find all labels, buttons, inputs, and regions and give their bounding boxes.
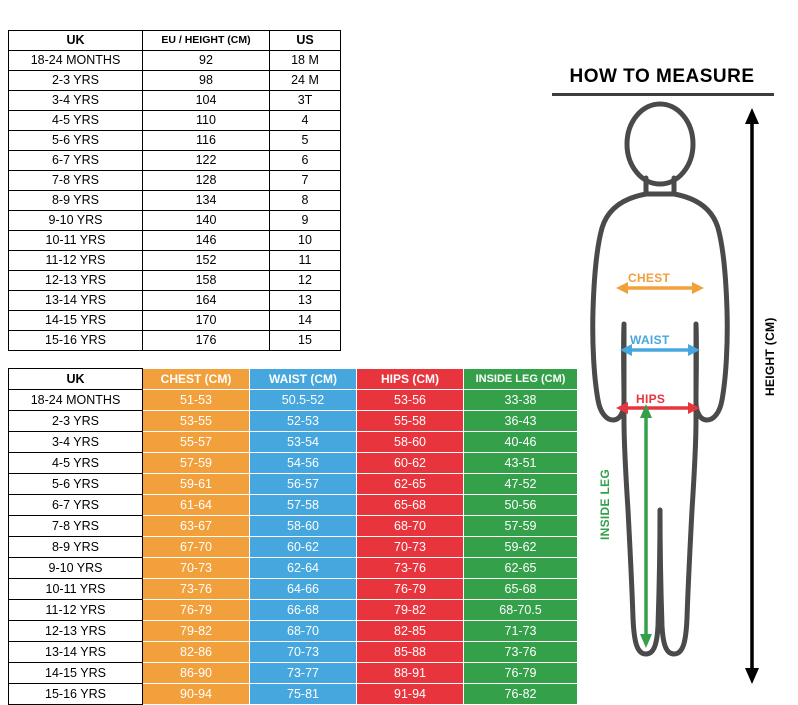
cell-eu-height: 92 bbox=[143, 51, 270, 71]
table-row bbox=[9, 171, 341, 191]
body-measurement-table bbox=[8, 368, 578, 705]
cell-waist: 56-57 bbox=[250, 474, 357, 495]
cell-uk: 6-7 YRS bbox=[9, 495, 143, 516]
cell-inside-leg: 43-51 bbox=[464, 453, 578, 474]
how-to-measure-panel bbox=[520, 48, 792, 688]
cell-waist: 62-64 bbox=[250, 558, 357, 579]
cell-waist: 54-56 bbox=[250, 453, 357, 474]
cell-hips: 85-88 bbox=[357, 642, 464, 663]
height-label: HEIGHT (CM) bbox=[763, 317, 777, 396]
cell-uk: 8-9 YRS bbox=[9, 537, 143, 558]
cell-inside-leg: 36-43 bbox=[464, 411, 578, 432]
cell-uk: 2-3 YRS bbox=[9, 71, 143, 91]
cell-us: 6 bbox=[270, 151, 341, 171]
table-row bbox=[9, 516, 578, 537]
cell-uk: 2-3 YRS bbox=[9, 411, 143, 432]
cell-hips: 70-73 bbox=[357, 537, 464, 558]
cell-chest: 86-90 bbox=[143, 663, 250, 684]
cell-chest: 61-64 bbox=[143, 495, 250, 516]
cell-us: 14 bbox=[270, 311, 341, 331]
table-row bbox=[9, 111, 341, 131]
cell-us: 7 bbox=[270, 171, 341, 191]
cell-us: 4 bbox=[270, 111, 341, 131]
cell-inside-leg: 68-70.5 bbox=[464, 600, 578, 621]
cell-inside-leg: 59-62 bbox=[464, 537, 578, 558]
table-row bbox=[9, 291, 341, 311]
cell-uk: 10-11 YRS bbox=[9, 231, 143, 251]
cell-uk: 12-13 YRS bbox=[9, 271, 143, 291]
cell-hips: 79-82 bbox=[357, 600, 464, 621]
table-row bbox=[9, 411, 578, 432]
cell-chest: 57-59 bbox=[143, 453, 250, 474]
table-row bbox=[9, 495, 578, 516]
cell-waist: 52-53 bbox=[250, 411, 357, 432]
table-row bbox=[9, 558, 578, 579]
table-header-row bbox=[9, 31, 341, 51]
cell-uk: 15-16 YRS bbox=[9, 684, 143, 705]
cell-uk: 8-9 YRS bbox=[9, 191, 143, 211]
cell-chest: 82-86 bbox=[143, 642, 250, 663]
cell-uk: 14-15 YRS bbox=[9, 311, 143, 331]
cell-hips: 73-76 bbox=[357, 558, 464, 579]
cell-waist: 58-60 bbox=[250, 516, 357, 537]
table-row bbox=[9, 151, 341, 171]
cell-eu-height: 110 bbox=[143, 111, 270, 131]
column-header-waist: WAIST (CM) bbox=[250, 369, 357, 390]
cell-waist: 64-66 bbox=[250, 579, 357, 600]
cell-inside-leg: 73-76 bbox=[464, 642, 578, 663]
table-row bbox=[9, 600, 578, 621]
cell-waist: 53-54 bbox=[250, 432, 357, 453]
cell-uk: 9-10 YRS bbox=[9, 211, 143, 231]
cell-uk: 10-11 YRS bbox=[9, 579, 143, 600]
table-row bbox=[9, 211, 341, 231]
cell-hips: 82-85 bbox=[357, 621, 464, 642]
cell-uk: 7-8 YRS bbox=[9, 171, 143, 191]
cell-us: 3T bbox=[270, 91, 341, 111]
cell-eu-height: 104 bbox=[143, 91, 270, 111]
cell-uk: 3-4 YRS bbox=[9, 91, 143, 111]
cell-inside-leg: 65-68 bbox=[464, 579, 578, 600]
cell-hips: 55-58 bbox=[357, 411, 464, 432]
cell-waist: 50.5-52 bbox=[250, 390, 357, 411]
table-row bbox=[9, 271, 341, 291]
cell-chest: 63-67 bbox=[143, 516, 250, 537]
column-header-uk: UK bbox=[9, 369, 143, 390]
table-row bbox=[9, 474, 578, 495]
cell-uk: 9-10 YRS bbox=[9, 558, 143, 579]
cell-inside-leg: 33-38 bbox=[464, 390, 578, 411]
table-row bbox=[9, 663, 578, 684]
cell-chest: 59-61 bbox=[143, 474, 250, 495]
cell-us: 18 M bbox=[270, 51, 341, 71]
cell-eu-height: 140 bbox=[143, 211, 270, 231]
table-row bbox=[9, 579, 578, 600]
cell-us: 24 M bbox=[270, 71, 341, 91]
cell-eu-height: 122 bbox=[143, 151, 270, 171]
table-row bbox=[9, 91, 341, 111]
cell-hips: 60-62 bbox=[357, 453, 464, 474]
table-row bbox=[9, 432, 578, 453]
body-figure-diagram bbox=[520, 48, 792, 688]
cell-hips: 88-91 bbox=[357, 663, 464, 684]
cell-inside-leg: 71-73 bbox=[464, 621, 578, 642]
table-row bbox=[9, 251, 341, 271]
table-row bbox=[9, 642, 578, 663]
cell-eu-height: 146 bbox=[143, 231, 270, 251]
cell-us: 9 bbox=[270, 211, 341, 231]
table-row bbox=[9, 331, 341, 351]
table-header-row bbox=[9, 369, 578, 390]
cell-inside-leg: 76-79 bbox=[464, 663, 578, 684]
cell-waist: 73-77 bbox=[250, 663, 357, 684]
cell-chest: 79-82 bbox=[143, 621, 250, 642]
cell-eu-height: 98 bbox=[143, 71, 270, 91]
cell-us: 8 bbox=[270, 191, 341, 211]
cell-chest: 90-94 bbox=[143, 684, 250, 705]
cell-hips: 68-70 bbox=[357, 516, 464, 537]
cell-uk: 4-5 YRS bbox=[9, 453, 143, 474]
cell-uk: 11-12 YRS bbox=[9, 600, 143, 621]
cell-waist: 60-62 bbox=[250, 537, 357, 558]
cell-uk: 5-6 YRS bbox=[9, 131, 143, 151]
cell-us: 5 bbox=[270, 131, 341, 151]
table-row bbox=[9, 453, 578, 474]
column-header-chest: CHEST (CM) bbox=[143, 369, 250, 390]
cell-hips: 53-56 bbox=[357, 390, 464, 411]
column-header-eu-height: EU / HEIGHT (CM) bbox=[143, 31, 270, 51]
cell-chest: 73-76 bbox=[143, 579, 250, 600]
cell-chest: 76-79 bbox=[143, 600, 250, 621]
cell-hips: 58-60 bbox=[357, 432, 464, 453]
cell-waist: 75-81 bbox=[250, 684, 357, 705]
table-row bbox=[9, 621, 578, 642]
child-silhouette-icon bbox=[593, 104, 728, 654]
cell-hips: 62-65 bbox=[357, 474, 464, 495]
cell-inside-leg: 47-52 bbox=[464, 474, 578, 495]
height-measure-arrow bbox=[745, 108, 759, 684]
cell-chest: 67-70 bbox=[143, 537, 250, 558]
cell-eu-height: 158 bbox=[143, 271, 270, 291]
cell-uk: 3-4 YRS bbox=[9, 432, 143, 453]
cell-waist: 70-73 bbox=[250, 642, 357, 663]
cell-inside-leg: 62-65 bbox=[464, 558, 578, 579]
cell-uk: 13-14 YRS bbox=[9, 291, 143, 311]
cell-inside-leg: 76-82 bbox=[464, 684, 578, 705]
table-row bbox=[9, 131, 341, 151]
cell-inside-leg: 40-46 bbox=[464, 432, 578, 453]
cell-chest: 70-73 bbox=[143, 558, 250, 579]
table-row bbox=[9, 390, 578, 411]
cell-uk: 14-15 YRS bbox=[9, 663, 143, 684]
chest-label: CHEST bbox=[628, 271, 671, 285]
cell-hips: 91-94 bbox=[357, 684, 464, 705]
cell-us: 15 bbox=[270, 331, 341, 351]
cell-waist: 66-68 bbox=[250, 600, 357, 621]
table-row bbox=[9, 231, 341, 251]
inside-leg-label: INSIDE LEG bbox=[598, 468, 612, 540]
cell-eu-height: 164 bbox=[143, 291, 270, 311]
column-header-inside-leg: INSIDE LEG (CM) bbox=[464, 369, 578, 390]
page-title: HOW TO MEASURE bbox=[569, 66, 755, 87]
table-row bbox=[9, 537, 578, 558]
cell-uk: 18-24 MONTHS bbox=[9, 390, 143, 411]
cell-uk: 12-13 YRS bbox=[9, 621, 143, 642]
inside-leg-measure-arrow bbox=[640, 404, 652, 648]
size-conversion-table bbox=[8, 30, 341, 351]
cell-uk: 11-12 YRS bbox=[9, 251, 143, 271]
cell-us: 11 bbox=[270, 251, 341, 271]
cell-uk: 6-7 YRS bbox=[9, 151, 143, 171]
table-row bbox=[9, 311, 341, 331]
cell-waist: 68-70 bbox=[250, 621, 357, 642]
cell-chest: 53-55 bbox=[143, 411, 250, 432]
column-header-hips: HIPS (CM) bbox=[357, 369, 464, 390]
cell-inside-leg: 57-59 bbox=[464, 516, 578, 537]
cell-uk: 15-16 YRS bbox=[9, 331, 143, 351]
cell-hips: 65-68 bbox=[357, 495, 464, 516]
cell-inside-leg: 50-56 bbox=[464, 495, 578, 516]
table-row bbox=[9, 71, 341, 91]
cell-uk: 4-5 YRS bbox=[9, 111, 143, 131]
cell-chest: 55-57 bbox=[143, 432, 250, 453]
cell-us: 13 bbox=[270, 291, 341, 311]
cell-us: 12 bbox=[270, 271, 341, 291]
cell-eu-height: 134 bbox=[143, 191, 270, 211]
column-header-us: US bbox=[270, 31, 341, 51]
cell-uk: 13-14 YRS bbox=[9, 642, 143, 663]
column-header-uk: UK bbox=[9, 31, 143, 51]
table-row bbox=[9, 191, 341, 211]
cell-eu-height: 152 bbox=[143, 251, 270, 271]
cell-waist: 57-58 bbox=[250, 495, 357, 516]
cell-chest: 51-53 bbox=[143, 390, 250, 411]
cell-eu-height: 128 bbox=[143, 171, 270, 191]
hips-label: HIPS bbox=[636, 392, 666, 406]
cell-uk: 7-8 YRS bbox=[9, 516, 143, 537]
cell-hips: 76-79 bbox=[357, 579, 464, 600]
cell-us: 10 bbox=[270, 231, 341, 251]
waist-label: WAIST bbox=[630, 333, 670, 347]
cell-eu-height: 116 bbox=[143, 131, 270, 151]
cell-eu-height: 176 bbox=[143, 331, 270, 351]
cell-uk: 5-6 YRS bbox=[9, 474, 143, 495]
cell-uk: 18-24 MONTHS bbox=[9, 51, 143, 71]
table-row bbox=[9, 684, 578, 705]
table-row bbox=[9, 51, 341, 71]
cell-eu-height: 170 bbox=[143, 311, 270, 331]
